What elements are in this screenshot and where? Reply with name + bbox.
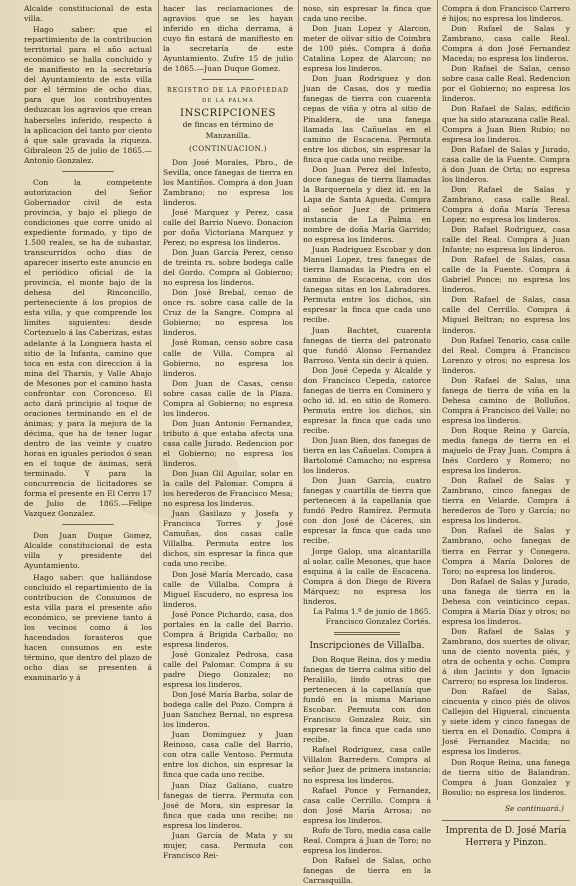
list-item: Don Rafael de Salas y Jurado, casa calle de la Fuente. Compra á don Juan de Orta; no espresa los linderos. bbox=[442, 144, 570, 184]
notice-paragraph: Alcalde constitucional de esta villa. bbox=[24, 4, 152, 24]
list-item: Don Rafael de Salas y Zambrano, dos suertes de olivar, una de ciento noventa piés, y otra de ochenta y ocho. Compra á don Jacinto y don Ignacio Carrero; no espresa los linderos. bbox=[442, 626, 570, 687]
list-item: Compra á don Francisco Carrero é hijos; no espresa los linderos. bbox=[442, 4, 570, 24]
list-item: Juan Díaz Galiano, cuatro fanegas de tierra. Permuta con José de Mora, sin espresar la finca que cada uno recibe; no espresa los linderos. bbox=[163, 780, 293, 830]
entry-list bbox=[442, 4, 570, 798]
printer-imprint bbox=[442, 820, 570, 849]
list-item: Don Rafael de Salas, edificio que ha sido atarazana calle Real. Compra á Juan Bien Rubio; no espresa los linderos. bbox=[442, 104, 570, 144]
list-item: Don Rafael de Salas, cincuenta y cinco piés de olivos Callejon del Higueral, cincuenta y siete idem y cinco fanegas de tierra en el Donadío. Compra á José Fernandez Macida; no espresa los linderos. bbox=[442, 687, 570, 757]
list-item: Don Rafael Tenorio, casa calle del Real. Compra á Francisco Lorenzo y otros; no espresa los linderos. bbox=[442, 335, 570, 375]
list-item: Don Rafael Rodriguez, casa calle del Real. Compra á Juan Infante; no espresa los linderos. bbox=[442, 225, 570, 255]
list-item: Don Juan Rodriguez y don Juan de Casas, dos y media fanegas de tierra con cuarenta cepas de viña y otra al sitio de Pinaldera, de una fanega llamada las Cañuelas en el camino de Escacena. Permuta entre los dichos, sin espresar la finca que cada uno recibe. bbox=[303, 74, 431, 164]
list-item: Don Rafael de Salas y Zambrano, casa calle Real. Compra á don José Fernandez Maceda; no espresa los linderos. bbox=[442, 24, 570, 64]
separator bbox=[202, 79, 254, 80]
list-item: Don Roque Reina y García, media fanega de tierra en el majuelo de Fray Juan. Compra á Inés Cordero y Romero; no espresa los linderos. bbox=[442, 425, 570, 476]
imprint-line: Imprenta de D. José María bbox=[445, 825, 567, 836]
signature: La Palma 1.º de junio de 1865. Francisco Gonzalez Cortés. bbox=[313, 606, 431, 626]
registry-subheader: DE LA PALMA bbox=[202, 98, 254, 105]
list-item: Juan García de Mata y su mujer, casa. Permuta con Francisco Rei- bbox=[163, 830, 293, 860]
list-item: Juan Rodriguez Escobar y don Manuel Lopez, tres fanegas de tierra llamadas la Piedra en el camino de Escacena, con dos fanegas sitas en los Labradores. Permuta entre los dichos, sin espresar la finca que cada uno recibe. bbox=[303, 245, 431, 325]
column-divider bbox=[437, 0, 438, 800]
list-item: Don José Brebal, censo de once rs. sobre casa calle de la Cruz de la Sangre. Compra al Gobierno; no espresa los linderos. bbox=[163, 288, 293, 338]
column-1 bbox=[24, 4, 152, 796]
column-3 bbox=[303, 4, 431, 885]
list-item: Don Juan Bien, dos fanegas de tierra en las Cañuelas. Compra á Bartolomé Camacho; no espresa los linderos. bbox=[303, 436, 431, 476]
list-item: Rafael Ponce y Fernandez, casa calle Cerrillo. Compra á don José María Arrosa; no espresa los linderos. bbox=[303, 785, 431, 825]
list-item: Juan Gasilazo y Josefa y Francisca Torres y José Camuñas, dos casas calle Villalba. Permuta entre los dichos, sin espresar la finca que cada uno recibe. bbox=[163, 509, 293, 569]
section-title: Inscripciones de Villalba. bbox=[309, 640, 425, 651]
column-2 bbox=[163, 4, 293, 860]
list-item: Juan Dominguez y Juan Reinoso, casa calle del Barrio, con otra calle Ventoso. Permuta entre los dichos, sin espresar la finca que cada uno recibe. bbox=[163, 730, 293, 780]
list-item: Juan Bachtet, cuarenta fanegas de tierra del patronato que fundó Alonso Fernandez Barroso. Venta sin decir á quien. bbox=[303, 325, 431, 365]
notice-paragraph: Con la competente autorizacion del Señor Gobernador civil de esta provincia, y bajo el pliego de condiciones que corre unido al expediente formado, y tipo de 1.500 reales, se ha de subastar, transcurridos ocho dias de aparecer inserto este anuncio en el periódico oficial de la provincia, el monte bajo de la dehesa del Rinconcillo, perteneciente á los propios de esta villa, y que comprende los límites siguientes: desde Cortezuelo á las Caberizas, estas adelante á la Longuera hasta el sitio de la Infanta, camino que toca en esta con direccion á la mina del Tharsis, y Valle Abajo de Mesones por el camino hasta confrontar con Coronceso. El acto dará principio al toque de oraciones terminando en el de ánimas; y para la mejora de la décima, que ha de tener lugar dentro de las veinte y cuatro horas en iguales periodos ó sean en el toque de ánimas, será terminado. Y para la concurrencia de licitadores se forma el presente en El Cerro 17 de Julio de 1865.—Felipe Vazquez Gonzalez. bbox=[24, 177, 152, 519]
notice-paragraph: Hago saber: que hallándose concluido el repartimiento de la contribucion de Consumos de esta villa para el presente año económico, se previene tanto á los vecinos como á los hacendados forasteros que hacen consumos en este término, que dentro del plazo de ocho dias se presenten á examinarlo y á bbox=[24, 572, 152, 682]
list-item: José Ponce Pichardo, casa, dos portales en la calle del Barrio. Compra á Brigida Carballo; no espresa linderos. bbox=[163, 609, 293, 649]
notice-paragraph: hacer las reclamaciones de agravios que se les hayan inferido en dicha derrama, á cuyo fin estará de manifiesto en la secretaría de este Ayuntamiento. Zufre 15 de julio de 1865.—Juan Duque Gomez. bbox=[163, 4, 293, 74]
list-item: Don José María Mercado, casa calle de Villalba. Compra á Miguel Escudero, no espresa los linderos. bbox=[163, 569, 293, 609]
list-item: Don Rafael de Salas y Jurado, una fanega de tierra en la Dehesa con veinticinco cepas. Compra á María Díaz y otros; no espresa los linderos. bbox=[442, 576, 570, 626]
list-item: Don José María Barba, solar de bodega calle del Pozo. Compra á Juan Sanchez Bernal, no espresa los linderos. bbox=[163, 690, 293, 730]
list-item: Don Rafael de Salas, casa calle de la Fuente. Compra á Gabriel Ponce; no espresa los linderos. bbox=[442, 255, 570, 295]
notice-paragraph: Don Juan Duque Gomez, Alcalde constitucional de esta villa y presidente del Ayuntamiento. bbox=[24, 531, 152, 571]
list-item: Rafael Rodriguez, casa calle Villalon Barredero. Compra al señor Juez de primera instancia; no espresa los linderos. bbox=[303, 745, 431, 785]
column-4 bbox=[442, 4, 570, 848]
list-item: Don José Morales, Pbro., de Sevilla, once fanegas de tierra en los Mantiños. Compra á don Juan Zambrano; no espresa los linderos. bbox=[163, 157, 293, 207]
list-item: noso, sin espresar la finca que cada uno recibe. bbox=[303, 4, 431, 24]
list-item: Don Roque Reina, una fanega de tierra sitio de Balandran. Compra á Juan Gonzalez y Bosulio; no espresa los linderos. bbox=[442, 757, 570, 797]
list-item: Don Rafael de Salas y Zambrano, casa calle Real. Compra á doña María Teresa Lopez; no espresa los linderos. bbox=[442, 184, 570, 224]
column-divider bbox=[298, 0, 299, 800]
list-item: José Roman, censo sobre casa calle de Villa. Compra al Gobierno, no espresa los linderos. bbox=[163, 338, 293, 378]
list-item: Rufo de Toro, media casa calle Real. Compra á Juan de Toro; no espresa los linderos. bbox=[303, 825, 431, 855]
notice-paragraph: Hago saber: que el repartimiento de la contribucion territorial para el año actual económico se halla concluido y de manifiesto en la secretaría del Ayuntamiento de esta villa por el término de ocho dias, para que los contribuyentes deduzcan los agravios que crean haberseles inferido, respecto á la aplicacion del tanto por ciento á que sale gravada la riqueza. Gibraleon 25 de julio de 1865.—Antonio Gonzalez. bbox=[24, 25, 152, 165]
imprint-line: Herrera y Pinzon. bbox=[465, 837, 547, 848]
separator bbox=[334, 632, 401, 635]
list-item: José Gonzalez Pedrosa, casa calle del Palomar. Compra á su padre Diego Gonzalez; no espresa los linderos. bbox=[163, 649, 293, 690]
entry-list bbox=[303, 655, 431, 886]
list-item: Don Juan Perez del Infesto, doce fanegas de tierra llamadas la Barquernela y diez id. en la Lapa de Santa Agueda. Compra al señor Juez de primera instancia de La Palma en nombre de doña María Garrido; no espresa los linderos. bbox=[303, 164, 431, 245]
list-item: Don Juan García Perez, censo de treinta rs. sobre bodega calle del Gordo. Compra al Gobierno; no espresa los linderos. bbox=[163, 248, 293, 288]
entry-list bbox=[303, 4, 431, 607]
list-item: Don José Cepeda y Alcalde y don Francisco Cepeda, catorce fanegas de tierra en Cominero y ocho id. id. en sitio de Romero. Permuta entre los dichos, sin espresar la finca que cada uno recibe. bbox=[303, 365, 431, 435]
continuation-label: (CONTINUACION.) bbox=[188, 143, 268, 153]
list-item: Don Juan Lopez y Alarcon, meter de olivar sitio de Coimbra de 100 piés. Compra á doña Catalina Lopez de Alarcon; no espresa los linderos. bbox=[303, 24, 431, 74]
list-item: Jorge Galop, una alcantarilla al solar, calle Mesones, que hace esquina á la calle de Escacena. Compra á don Diego de Rivera Márquez; no espresa los linderos. bbox=[303, 546, 431, 606]
list-item: Don Rafael de Salas, censo sobre casa calle Real. Redencion por el Gobierno; no espresa los linderos. bbox=[442, 64, 570, 104]
separator bbox=[62, 524, 113, 525]
list-item: Don Rafael de Salas, casa calle del Cerrillo. Compra á Miguel Beltran; no espresa los linderos. bbox=[442, 295, 570, 335]
section-subtitle: de fincas en término de Manzanilla. bbox=[182, 120, 274, 140]
list-item: Don Juan Gil Aguilar, solar en la calle del Palomar. Compra á los herederos de Francisco Mesa; no espresa los linderos. bbox=[163, 469, 293, 509]
column-divider bbox=[158, 0, 159, 800]
list-item: Don Juan de Casas, censo sobre casas calle de la Plaza. Compra al Gobierno; no espresa los linderos. bbox=[163, 378, 293, 418]
registry-header: REGISTRO DE LA PROPIEDAD bbox=[166, 87, 290, 95]
list-item: Don Rafael de Salas y Zambrano, cinco fanegas de tierra en Velarde. Compra á herederos de Toro y García; no espresa los linderos. bbox=[442, 476, 570, 526]
section-title: INSCRIPCIONES bbox=[180, 108, 276, 120]
continued-label: Se continuará.) bbox=[504, 803, 564, 813]
separator bbox=[62, 171, 113, 172]
list-item: José Marquez y Perez, casa calle del Barrio Nuevo. Donacion por doña Victoriana Marquez y Perez; no espresa los linderos. bbox=[163, 207, 293, 247]
list-item: Don Rafael de Salas, ocho fanegas de tierra en la Carrasquilla. bbox=[303, 855, 431, 885]
list-item: Don Juan García, cuatro fanegas y cuartilla de tierra que pertenecen á la capellanía que fundó Pedro Ramírez. Permuta con don José de Cáceres, sin espresar la finca que cada uno recibe. bbox=[303, 476, 431, 546]
entry-list bbox=[163, 158, 293, 861]
list-item: Don Rafael de Salas, una fanega de tierra de viña en la Dehesa camino de Bolluños. Compra á Francisco del Valle; no espresa los linderos. bbox=[442, 375, 570, 425]
list-item: Don Roque Reina, dos y media fanegas de tierra calma sitio del Peralillo, lindo otras que pertenecen á la capellanía que fundó en la misma Mariano Escobar. Permuta con don Francisco Gonzalez Roiz, sin espresar la finca que cada uno recibe. bbox=[303, 654, 431, 745]
list-item: Don Juan Antonio Fernandez, tributo á que estaba afecta una casa calle Jurado. Redencion por el Gobierno; no espresa los linderos. bbox=[163, 418, 293, 469]
list-item: Don Rafael de Salas y Zambrano, ocho fanegas de tierra en Ferrar y Conegero. Compra á María Dolores de Toro; no espresa los linderos. bbox=[442, 526, 570, 576]
